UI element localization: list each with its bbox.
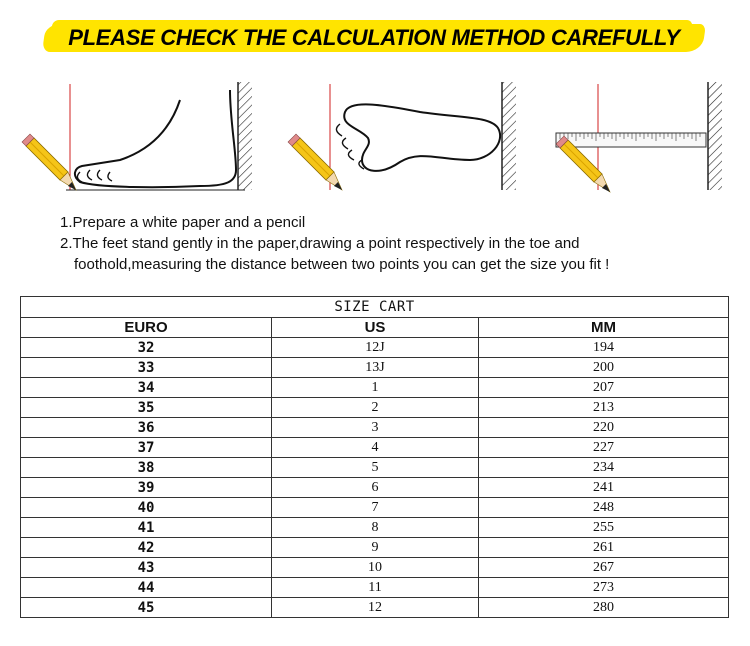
mm-cell: 194 [479,338,729,358]
table-row [21,538,729,558]
ruler-illustration [556,82,722,192]
euro-cell: 44 [21,578,272,598]
table-row [21,558,729,578]
us-cell: 13J [272,358,479,378]
mm-cell: 220 [479,418,729,438]
size-chart-header-row [21,318,729,338]
mm-cell: 280 [479,598,729,618]
table-row [21,498,729,518]
instruction-step-2-continued: foothold,measuring the distance between two points you can get the size you fit ! [74,256,610,273]
instruction-step-2: 2.The feet stand gently in the paper,drawing a point respectively in the toe and [60,235,580,252]
us-cell: 8 [272,518,479,538]
mm-cell: 227 [479,438,729,458]
euro-cell: 41 [21,518,272,538]
foot-side-illustration [22,82,252,190]
banner-title: PLEASE CHECK THE CALCULATION METHOD CAREFULLY [68,25,680,50]
us-cell: 5 [272,458,479,478]
mm-cell: 273 [479,578,729,598]
euro-cell: 38 [21,458,272,478]
euro-cell: 34 [21,378,272,398]
mm-cell: 241 [479,478,729,498]
table-row [21,378,729,398]
us-cell: 10 [272,558,479,578]
us-cell: 11 [272,578,479,598]
table-row [21,418,729,438]
table-row [21,598,729,618]
measuring-illustrations [0,78,750,206]
us-cell: 2 [272,398,479,418]
euro-cell: 39 [21,478,272,498]
mm-cell: 207 [479,378,729,398]
table-row [21,338,729,358]
header-mm: MM [479,318,729,338]
header-us: US [272,318,479,338]
euro-cell: 36 [21,418,272,438]
mm-cell: 248 [479,498,729,518]
size-chart-title: SIZE CART [21,297,729,318]
table-row [21,398,729,418]
table-row [21,478,729,498]
euro-cell: 33 [21,358,272,378]
title-banner [44,18,704,56]
instruction-step-1: 1.Prepare a white paper and a pencil [60,214,306,231]
us-cell: 4 [272,438,479,458]
mm-cell: 213 [479,398,729,418]
us-cell: 1 [272,378,479,398]
mm-cell: 261 [479,538,729,558]
mm-cell: 200 [479,358,729,378]
mm-cell: 255 [479,518,729,538]
euro-cell: 42 [21,538,272,558]
us-cell: 12 [272,598,479,618]
table-row [21,518,729,538]
euro-cell: 37 [21,438,272,458]
us-cell: 12J [272,338,479,358]
us-cell: 6 [272,478,479,498]
table-row [21,358,729,378]
measurement-instructions [60,212,740,275]
us-cell: 9 [272,538,479,558]
table-row [21,578,729,598]
size-chart-table [20,296,729,618]
table-row [21,438,729,458]
us-cell: 7 [272,498,479,518]
mm-cell: 234 [479,458,729,478]
euro-cell: 32 [21,338,272,358]
us-cell: 3 [272,418,479,438]
foot-top-illustration [288,82,516,190]
header-euro: EURO [21,318,272,338]
euro-cell: 40 [21,498,272,518]
euro-cell: 35 [21,398,272,418]
euro-cell: 45 [21,598,272,618]
euro-cell: 43 [21,558,272,578]
mm-cell: 267 [479,558,729,578]
table-row [21,458,729,478]
